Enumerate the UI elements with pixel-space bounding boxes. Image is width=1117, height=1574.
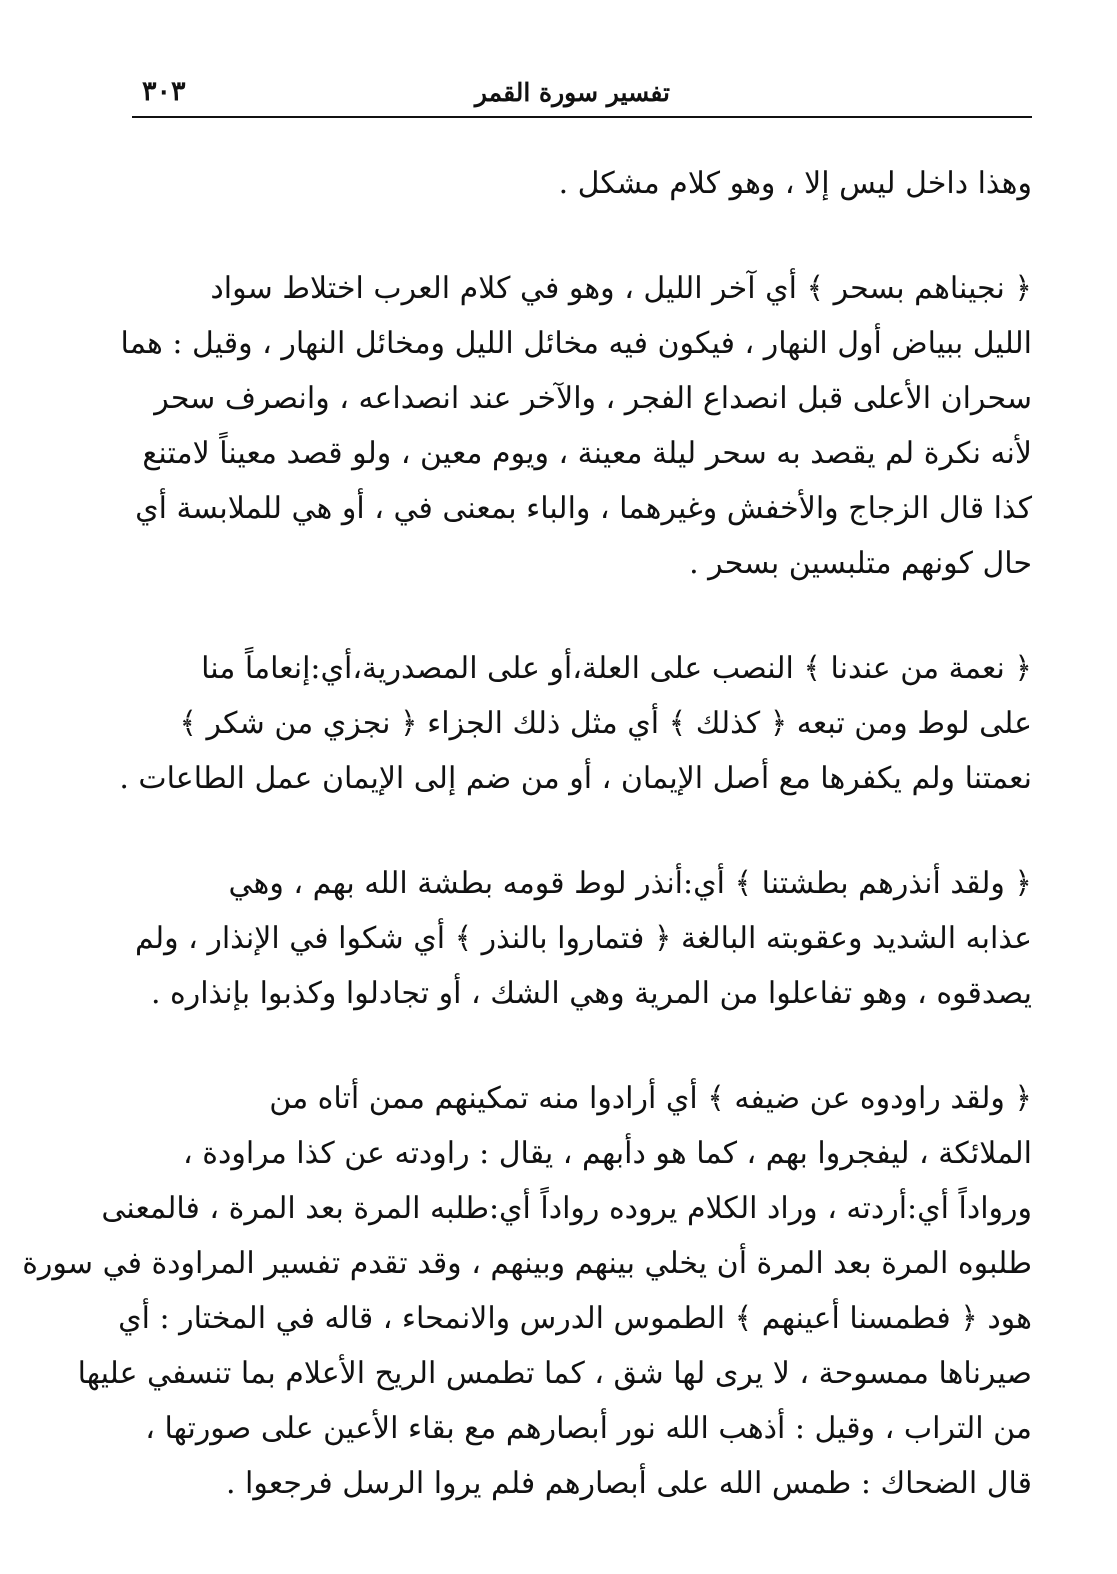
paragraph (120, 261, 1032, 591)
paragraph (119, 641, 1032, 806)
text-line: صيرناها ممسوحة ، لا يرى لها شق ، كما تطمس الريح الأعلام بما تنسفي عليها (77, 1356, 1032, 1391)
text-line: على لوط ومن تبعه ﴿ كذلك ﴾ أي مثل ذلك الجزاء ﴿ نجزي من شكر ﴾ (179, 706, 1032, 741)
text-line: ﴿ ولقد راودوه عن ضيفه ﴾ أي أرادوا منه تمكينهم ممن أتاه من (269, 1081, 1032, 1116)
paragraph (132, 856, 1032, 1021)
text-line: كذا قال الزجاج والأخفش وغيرهما ، والباء بمعنى في ، أو هي للملابسة أي (135, 491, 1032, 526)
running-header (132, 64, 1032, 118)
text-line: لأنه نكرة لم يقصد به سحر ليلة معينة ، ويوم معين ، ولو قصد معيناً لامتنع (142, 436, 1032, 471)
text-line: يصدقوه ، وهو تفاعلوا من المرية وهي الشك ، أو تجادلوا وكذبوا بإنذاره . (150, 976, 1032, 1011)
text-line: عذابه الشديد وعقوبته البالغة ﴿ فتماروا بالنذر ﴾ أي شكوا في الإنذار ، ولم (135, 921, 1032, 956)
page-number: ٣٠٣ (142, 76, 186, 107)
text-line: ورواداً أي:أردته ، وراد الكلام يروده رواداً أي:طلبه المرة بعد المرة ، فالمعنى (101, 1191, 1032, 1226)
text-line: الملائكة ، ليفجروا بهم ، كما هو دأبهم ، يقال : راودته عن كذا مراودة ، (183, 1136, 1032, 1171)
text-line: الليل ببياض أول النهار ، فيكون فيه مخائل الليل ومخائل النهار ، وقيل : هما (120, 326, 1032, 361)
text-line: ﴿ نجيناهم بسحر ﴾ أي آخر الليل ، وهو في كلام العرب اختلاط سواد (210, 271, 1032, 306)
text-line: هود ﴿ فطمسنا أعينهم ﴾ الطموس الدرس والانمحاء ، قاله في المختار : أي (118, 1301, 1032, 1336)
running-title: تفسير سورة القمر (474, 78, 670, 107)
text-line: ﴿ ولقد أنذرهم بطشتنا ﴾ أي:أنذر لوط قومه بطشة الله بهم ، وهي (228, 866, 1032, 901)
text-line: حال كونهم متلبسين بسحر . (689, 546, 1032, 581)
book-page (22, 64, 1032, 1511)
body-text (22, 156, 1032, 1511)
text-line: سحران الأعلى قبل انصداع الفجر ، والآخر عند انصداعه ، وانصرف سحر (154, 381, 1032, 416)
text-line: من التراب ، وقيل : أذهب الله نور أبصارهم مع بقاء الأعين على صورتها ، (145, 1411, 1032, 1446)
text-line: نعمتنا ولم يكفرها مع أصل الإيمان ، أو من ضم إلى الإيمان عمل الطاعات . (119, 761, 1032, 796)
text-line: قال الضحاك : طمس الله على أبصارهم فلم يروا الرسل فرجعوا . (225, 1466, 1032, 1501)
paragraph (132, 156, 1032, 211)
paragraph (22, 1071, 1032, 1511)
text-line: وهذا داخل ليس إلا ، وهو كلام مشكل . (558, 166, 1032, 201)
text-line: ﴿ نعمة من عندنا ﴾ النصب على العلة،أو على المصدرية،أي:إنعاماً منا (201, 651, 1032, 686)
text-line: طلبوه المرة بعد المرة أن يخلي بينهم وبينهم ، وقد تقدم تفسير المراودة في سورة (22, 1246, 1032, 1281)
